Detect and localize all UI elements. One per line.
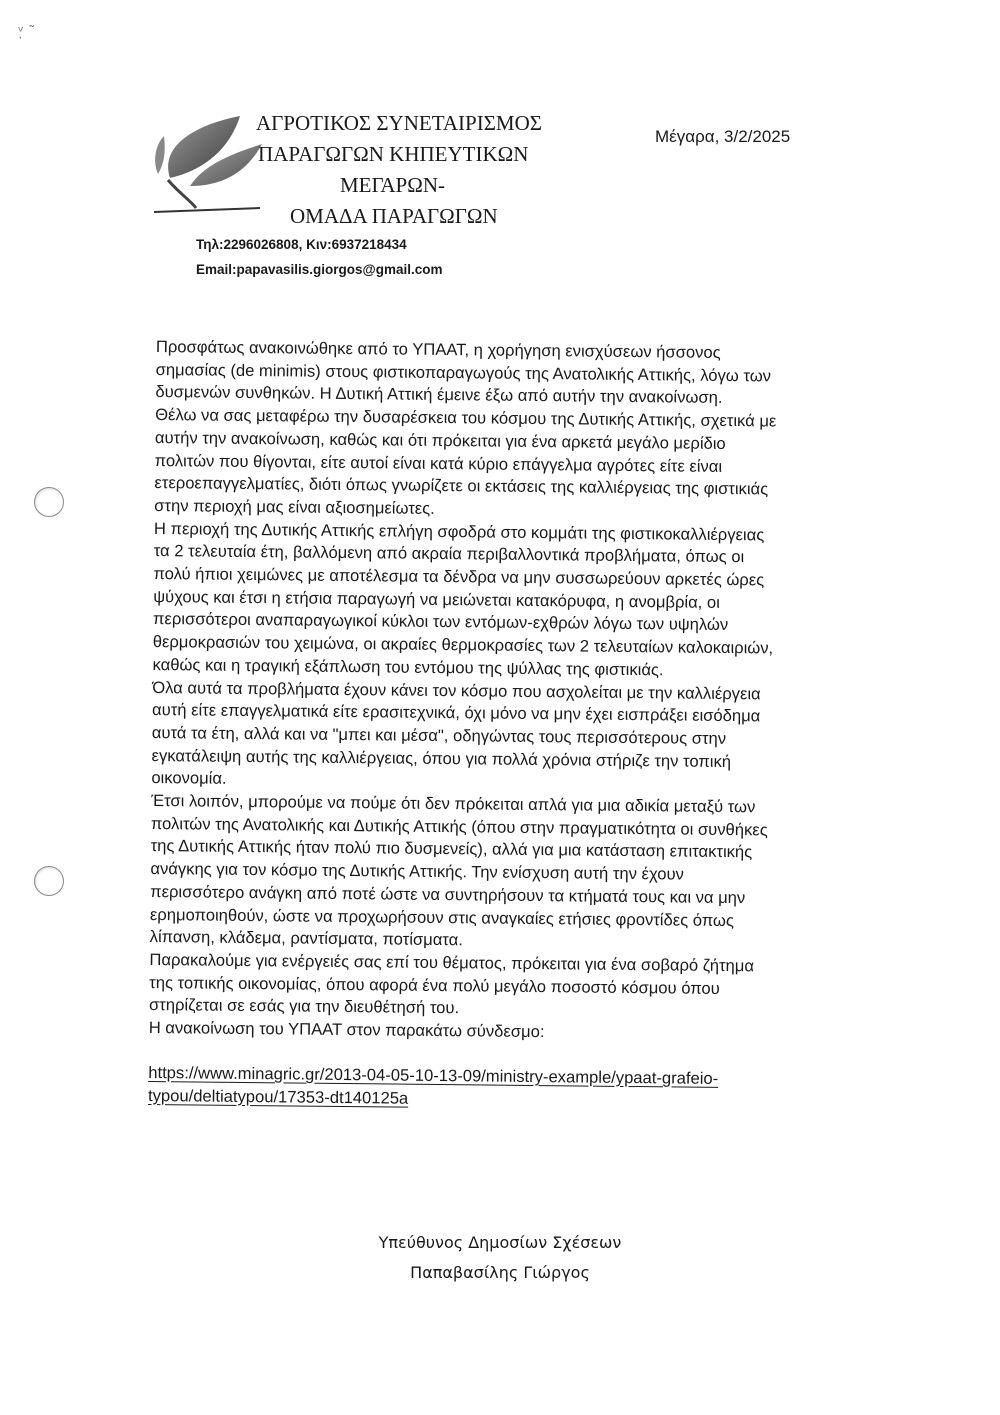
body-line: πολύ ήπιοι χειμώνες με αποτέλεσμα τα δένδρα να μην συσσωρεύουν αρκετές ώρες: [153, 564, 765, 590]
body-line: λίπανση, κλάδεμα, ραντίσματα, ποτίσματα.: [149, 927, 463, 950]
email-line: Email:papavasilis.giorgos@gmail.com: [196, 262, 443, 277]
body-line: ερημοποιηθούν, ώστε να προχωρήσουν στις αναγκαίες ετήσιες φροντίδες όπως: [149, 904, 735, 930]
body-line: οικονομία.: [151, 768, 227, 789]
body-line: αυτά τα έτη, αλλά και να "μπει και μέσα", οδηγώντας τους περισσότερους στην: [151, 722, 727, 748]
body-line: αυτήν την ανακοίνωση, καθώς και ότι πρόκειται για ένα αρκετά μεγάλο μερίδιο: [154, 427, 726, 453]
body-line: περισσότερο ανάγκη από ποτέ ώστε να συντηρήσουν τα κτήματά τους και να μην: [150, 881, 746, 908]
body-line: Όλα αυτά τα προβλήματα έχουν κάνει τον κόσμο που ασχολείται με την καλλιέργεια: [152, 677, 761, 703]
body-line: δυσμενών συνθηκών. Η Δυτική Αττική έμεινε έξω από αυτήν την ανακοίνωση.: [155, 382, 723, 408]
body-line: της τοπικής οικονομίας, όπου αφορά ένα πολύ μεγάλο ποσοστό κόσμου όπου: [149, 972, 720, 998]
punch-hole: [34, 866, 64, 896]
body-line: της Δυτικής Αττικής ήταν πολύ πιο δυσμενείς), αλλά για μια κατάσταση επιτακτικής: [150, 836, 753, 862]
body-line: στηρίζεται σε εσάς για την διευθέτησή του.: [148, 995, 460, 1018]
body-line: πολιτών της Ανατολικής και Δυτικής Αττικής (όπου στην πραγματικότητα οι συνθήκες: [150, 813, 768, 840]
body-line: πολιτών που θίγονται, είτε αυτοί είναι κατά κύριο επάγγελμα αγρότες είτε είναι: [154, 450, 723, 476]
org-line-4: ΟΜΑΔΑ ΠΑΡΑΓΩΓΩΝ: [290, 204, 498, 228]
org-line-2: ΠΑΡΑΓΩΓΩΝ ΚΗΠΕΥΤΙΚΩΝ: [258, 142, 529, 166]
letter-body: [148, 336, 856, 1114]
signature-block: [300, 1228, 700, 1288]
body-line: Η περιοχή της Δυτικής Αττικής επλήγη σφοδρά στο κομμάτι της φιστικοκαλλιέργειας: [153, 518, 765, 545]
body-line: Έτσι λοιπόν, μπορούμε να πούμε ότι δεν πρόκειται απλά για μια αδικία μεταξύ των: [151, 791, 756, 817]
body-line: περισσότεροι αναπαραγωγικοί κύκλοι των εντόμων-εχθρών λόγω των υψηλών: [152, 609, 729, 635]
org-line-3: ΜΕΓΑΡΩΝ-: [340, 173, 445, 197]
body-line: στην περιοχή μας είναι αξιοσημείωτες.: [154, 495, 435, 518]
body-line: Προσφάτως ανακοινώθηκε από το ΥΠΑΑΤ, η χορήγηση ενισχύσεων ήσσονος: [155, 336, 721, 362]
body-line: ψύχους και έτσι η ετήσια παραγωγή να μειώνεται κατακόρυφα, η ανομβρία, οι: [153, 586, 720, 612]
body-line: τα 2 τελευταία έτη, βαλλόμενη από ακραία περιβαλλοντικά προβλήματα, όπως οι: [153, 541, 745, 567]
org-line-1: ΑΓΡΟΤΙΚΟΣ ΣΥΝΕΤΑΙΡΙΣΜΟΣ: [256, 111, 542, 135]
phone-line: Τηλ:2296026808, Κιν:6937218434: [196, 237, 407, 252]
signatory-title: Υπεύθυνος Δημοσίων Σχέσεων: [378, 1233, 622, 1252]
signatory-name: Παπαβασίλης Γιώργος: [410, 1263, 590, 1282]
announcement-link[interactable]: https://www.minagric.gr/2013-04-05-10-13-09/ministry-example/ypaat-grafeio-: [148, 1062, 719, 1088]
contact-info: [196, 232, 443, 282]
body-line: εγκατάλειψη αυτής της καλλιέργειας, όπου για πολλά χρόνια στήριζε την τοπική: [151, 745, 732, 771]
body-line: σημασίας (de minimis) στους φιστικοπαραγωγούς της Ανατολικής Αττικής, λόγω των: [155, 359, 772, 386]
body-line: καθώς και η τραγική εξάπλωση του εντόμου της ψύλλας της φιστικιάς.: [152, 654, 664, 680]
body-line: αυτή είτε επαγγελματικά είτε ερασιτεχνικά, όχι μόνο να μην έχει εισπράξει εισόδημα: [151, 700, 761, 726]
organization-name: [240, 108, 560, 232]
letter-date: Μέγαρα, 3/2/2025: [655, 127, 791, 146]
body-line: Θέλω να σας μεταφέρω την δυσαρέσκεια του κόσμου της Δυτικής Αττικής, σχετικά με: [155, 405, 777, 431]
body-line: ετεροεπαγγελματίες, διότι όπως γνωρίζετε οι εκτάσεις της καλλιέργειας της φιστικιάς: [154, 473, 769, 499]
punch-hole: [34, 487, 64, 517]
body-line: ανάγκης για τον κόσμο της Δυτικής Αττικής. Την ενίσχυση αυτή την έχουν: [150, 859, 684, 884]
announcement-link[interactable]: typou/deltiatypou/17353-dt140125a: [147, 1085, 409, 1108]
body-line: θερμοκρασιών του χειμώνα, οι ακραίες θερμοκρασίες των 2 τελευταίων καλοκαιριών,: [152, 632, 774, 658]
body-line: Παρακαλούμε για ενέργειές σας επί του θέματος, πρόκειται για ένα σοβαρό ζήτημα: [149, 949, 755, 976]
body-line: Η ανακοίνωση του ΥΠΑΑΤ στον παρακάτω σύνδεσμο:: [148, 1018, 545, 1042]
scan-artifact-mark: ᵛ̣ ˜: [18, 24, 36, 40]
